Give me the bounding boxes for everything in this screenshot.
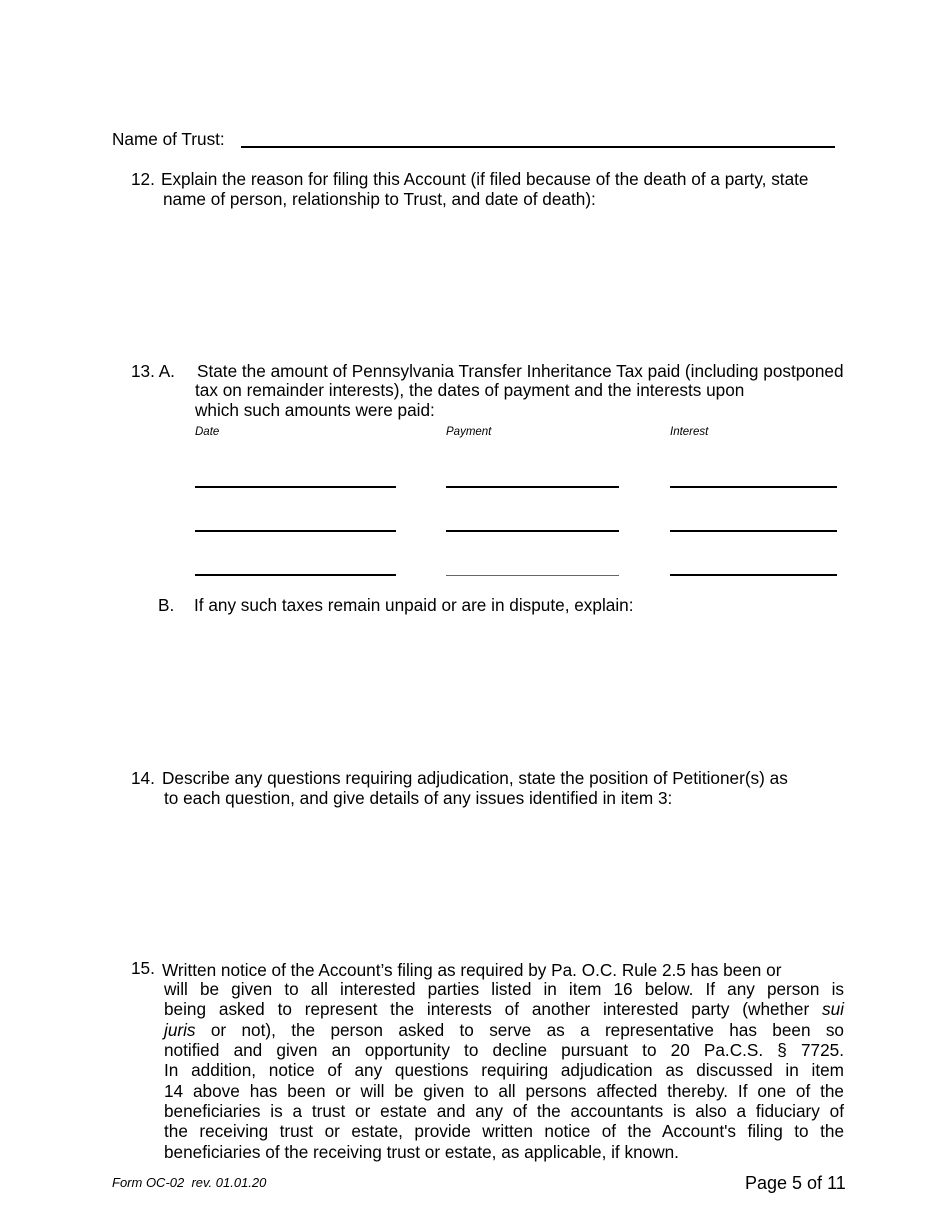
item-13a-text-line3: which such amounts were paid: bbox=[195, 400, 435, 420]
item-13b-answer-area[interactable] bbox=[194, 620, 854, 760]
interest-field-row2[interactable] bbox=[670, 530, 837, 532]
item-14-text-line1: Describe any questions requiring adjudication, state the position of Petitioner(s) as bbox=[162, 768, 788, 788]
item-15-line8: beneficiaries is a trust or estate and any of the accountants is also a fiduciary of bbox=[164, 1101, 844, 1122]
item-12-text-line1: Explain the reason for filing this Account (if filed because of the death of a party, state bbox=[161, 169, 809, 189]
item-15-line9: the receiving trust or estate, provide written notice of the Account's filing to the bbox=[164, 1121, 844, 1142]
item-15-line7: 14 above has been or will be given to all persons affected thereby. If one of the bbox=[164, 1080, 844, 1101]
name-of-trust-field[interactable] bbox=[241, 122, 835, 148]
item-15-line10: beneficiaries of the receiving trust or estate, as applicable, if known. bbox=[164, 1141, 679, 1162]
item-12-number: 12. bbox=[131, 169, 155, 189]
column-header-payment: Payment bbox=[446, 426, 492, 438]
item-15-juris: juris bbox=[164, 1019, 196, 1040]
date-field-row3[interactable] bbox=[195, 574, 396, 576]
item-15-text-line1: Written notice of the Account’s filing as required by Pa. O.C. Rule 2.5 has been or bbox=[162, 960, 782, 980]
column-header-interest: Interest bbox=[670, 426, 709, 438]
interest-field-row1[interactable] bbox=[670, 486, 837, 488]
item-13b-text: If any such taxes remain unpaid or are in dispute, explain: bbox=[194, 595, 634, 615]
item-15-paragraph bbox=[164, 979, 844, 1162]
name-of-trust-label: Name of Trust: bbox=[112, 129, 225, 149]
item-14-answer-area[interactable] bbox=[164, 815, 854, 950]
item-15-number: 15. bbox=[131, 958, 155, 978]
payment-field-row1[interactable] bbox=[446, 486, 619, 488]
item-13a-text-line2: tax on remainder interests), the dates of payment and the interests upon bbox=[195, 380, 745, 400]
item-15-sui: sui bbox=[822, 999, 844, 1020]
item-15-line4-text: or not), the person asked to serve as a representative has been so bbox=[195, 1019, 844, 1040]
interest-field-row3[interactable] bbox=[670, 574, 837, 576]
item-15-line4 bbox=[164, 1020, 844, 1040]
column-header-date: Date bbox=[195, 426, 220, 438]
item-13a-text-line1: State the amount of Pennsylvania Transfer Inheritance Tax paid (including postponed bbox=[197, 361, 844, 381]
page-number: Page 5 of 11 bbox=[745, 1173, 846, 1193]
form-id: Form OC-02 rev. 01.01.20 bbox=[112, 1175, 267, 1190]
item-15-line3 bbox=[164, 999, 844, 1019]
item-15-line5: notified and given an opportunity to decline pursuant to 20 Pa.C.S. § 7725. bbox=[164, 1040, 844, 1061]
item-15-line2: will be given to all interested parties listed in item 16 below. If any person is bbox=[164, 979, 844, 999]
item-15-line6: In addition, notice of any questions requiring adjudication as discussed in item bbox=[164, 1060, 844, 1081]
date-field-row2[interactable] bbox=[195, 530, 396, 532]
date-field-row1[interactable] bbox=[195, 486, 396, 488]
item-12-text-line2: name of person, relationship to Trust, and date of death): bbox=[163, 189, 596, 209]
item-14-text-line2: to each question, and give details of any issues identified in item 3: bbox=[164, 788, 673, 808]
item-13b-label: B. bbox=[158, 595, 175, 615]
item-15-line3-text: being asked to represent the interests of another interested party (whether bbox=[164, 999, 823, 1020]
item-14-number: 14. bbox=[131, 768, 155, 788]
payment-field-row3[interactable] bbox=[446, 575, 619, 576]
payment-field-row2[interactable] bbox=[446, 530, 619, 532]
item-12-answer-area[interactable] bbox=[163, 215, 853, 350]
item-13a-number: 13. A. bbox=[131, 361, 175, 381]
